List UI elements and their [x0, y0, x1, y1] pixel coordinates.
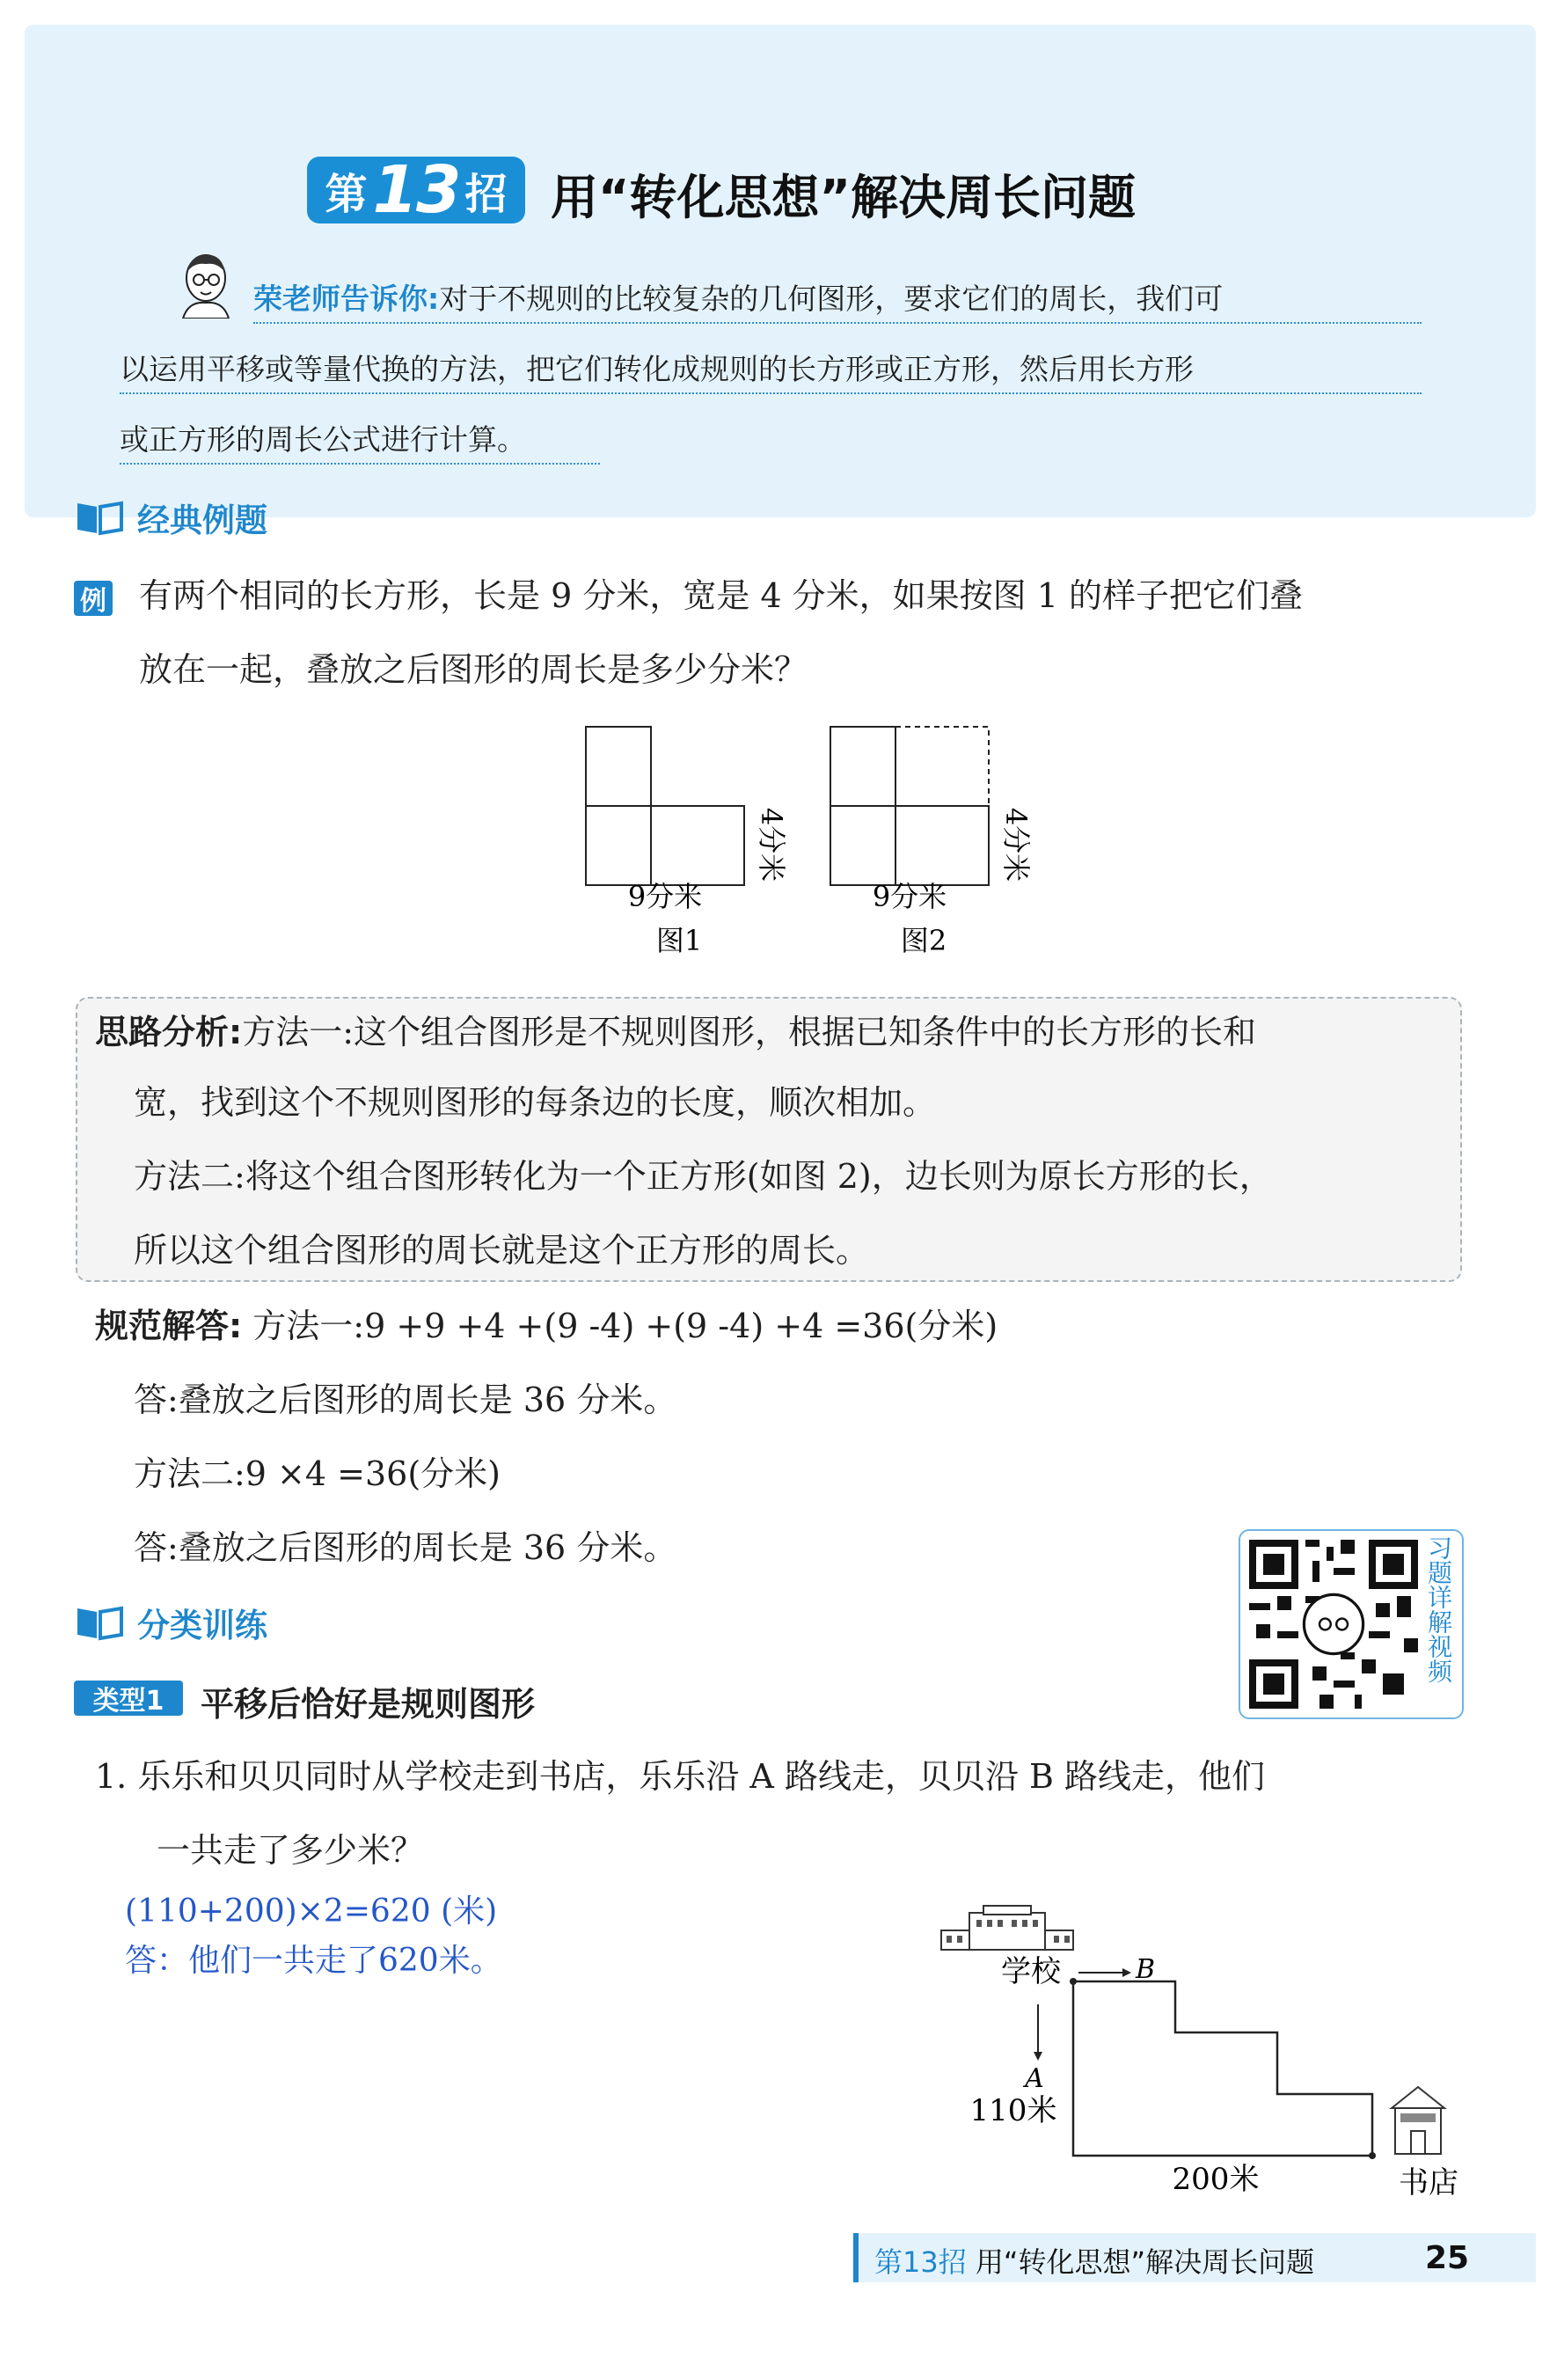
footer-topic: 用“转化思想”解决周长问题 — [975, 2245, 1315, 2279]
tip-line-2: 以运用平移或等量代换的方法，把它们转化成规则的长方形或正方形，然后用长方形 — [120, 350, 1422, 394]
book-icon — [74, 1603, 125, 1642]
badge-prefix: 第 — [325, 169, 368, 219]
answer-line-1: (110+200)×2=620 (米) — [125, 1893, 498, 1930]
tip-line-1 — [253, 280, 1422, 324]
tip-label: 荣老师告诉你: — [253, 282, 440, 316]
page-title: 用“转化思想”解决周长问题 — [551, 170, 1136, 225]
fig1-side-label: 4分米 — [755, 807, 788, 882]
route-a-label: A — [1025, 2063, 1044, 2094]
horizontal-distance-label: 200米 — [1172, 2162, 1260, 2197]
vertical-distance-label: 110米 — [969, 2093, 1057, 2128]
question-1-line-2: 一共走了多少米？ — [157, 1831, 425, 1870]
solution-text-1: 方法一:9 +9 +4 +(9 -4) +(9 -4) +4 =36(分米) — [252, 1307, 998, 1345]
badge-number: 13 — [372, 152, 460, 228]
section-classic-examples — [74, 494, 267, 540]
section-classified-training — [74, 1600, 267, 1645]
qr-code-icon[interactable] — [1249, 1540, 1418, 1709]
solution-line-2: 答:叠放之后图形的周长是 36 分米。 — [134, 1380, 677, 1419]
example-badge: 例 — [74, 581, 113, 616]
analysis-label: 思路分析: — [95, 1013, 243, 1051]
example-figures — [563, 713, 1038, 968]
figure-1 — [586, 727, 788, 957]
footer-title — [874, 2240, 1314, 2281]
footer-strategy: 第13招 — [874, 2245, 967, 2279]
school-building-icon — [941, 1906, 1073, 1950]
analysis-line-2: 宽，找到这个不规则图形的每条边的长度，顺次相加。 — [134, 1083, 937, 1122]
fig1-bottom-label: 9分米 — [627, 880, 703, 913]
bookstore-building-icon — [1392, 2087, 1444, 2154]
qr-code-caption: 习题详解视频 — [1424, 1535, 1453, 1683]
tip-line-3: 或正方形的周长公式进行计算。 — [120, 421, 600, 465]
solution-line-1 — [95, 1304, 998, 1348]
page-number: 25 — [1424, 2239, 1470, 2276]
analysis-line-1 — [95, 1010, 1256, 1054]
school-label: 学校 — [1001, 1954, 1061, 1989]
book-icon — [74, 498, 125, 537]
answer-line-2: 答：他们一共走了620米。 — [125, 1943, 502, 1979]
bookstore-point — [1369, 2152, 1376, 2159]
example-line-2: 放在一起，叠放之后图形的周长是多少分米？ — [139, 650, 808, 689]
solution-line-4: 答:叠放之后图形的周长是 36 分米。 — [134, 1528, 677, 1567]
route-b-label: B — [1135, 1954, 1156, 1985]
fig2-dashed-completion — [895, 727, 989, 806]
question-1-line-1: 1. 乐乐和贝贝同时从学校走到书店，乐乐沿 A 路线走，贝贝沿 B 路线走，他们 — [95, 1757, 1266, 1796]
tip-text-1: 对于不规则的比较复杂的几何图形，要求它们的周长，我们可 — [439, 282, 1224, 316]
figure-2 — [830, 727, 1033, 957]
type-title: 平移后恰好是规则图形 — [201, 1685, 536, 1724]
fig2-side-label: 4分米 — [999, 807, 1033, 882]
route-map — [932, 1900, 1478, 2208]
fig1-caption: 图1 — [655, 924, 703, 957]
footer-accent-bar — [853, 2233, 859, 2282]
route-path — [1073, 1981, 1372, 2156]
section-title: 分类训练 — [137, 1607, 267, 1644]
badge-suffix: 招 — [464, 169, 508, 219]
strategy-badge — [307, 152, 525, 228]
teacher-avatar-icon — [174, 248, 238, 319]
fig2-wide-rect — [830, 806, 989, 885]
analysis-line-4: 所以这个组合图形的周长就是这个正方形的周长。 — [134, 1231, 870, 1270]
type-badge: 类型1 — [74, 1681, 183, 1716]
fig2-bottom-label: 9分米 — [872, 880, 947, 913]
bookstore-label: 书店 — [1399, 2165, 1458, 2201]
analysis-text-1: 方法一:这个组合图形是不规则图形，根据已知条件中的长方形的长和 — [242, 1013, 1257, 1051]
analysis-line-3: 方法二:将这个组合图形转化为一个正方形(如图 2)，边长则为原长方形的长， — [134, 1157, 1273, 1196]
fig1-wide-rect — [586, 806, 744, 885]
section-title: 经典例题 — [137, 502, 267, 539]
solution-label: 规范解答: — [95, 1307, 243, 1345]
example-line-1: 有两个相同的长方形，长是 9 分米，宽是 4 分米，如果按图 1 的样子把它们叠 — [139, 576, 1304, 615]
fig2-caption: 图2 — [900, 924, 947, 957]
solution-line-3: 方法二:9 ×4 =36(分米) — [134, 1454, 501, 1493]
